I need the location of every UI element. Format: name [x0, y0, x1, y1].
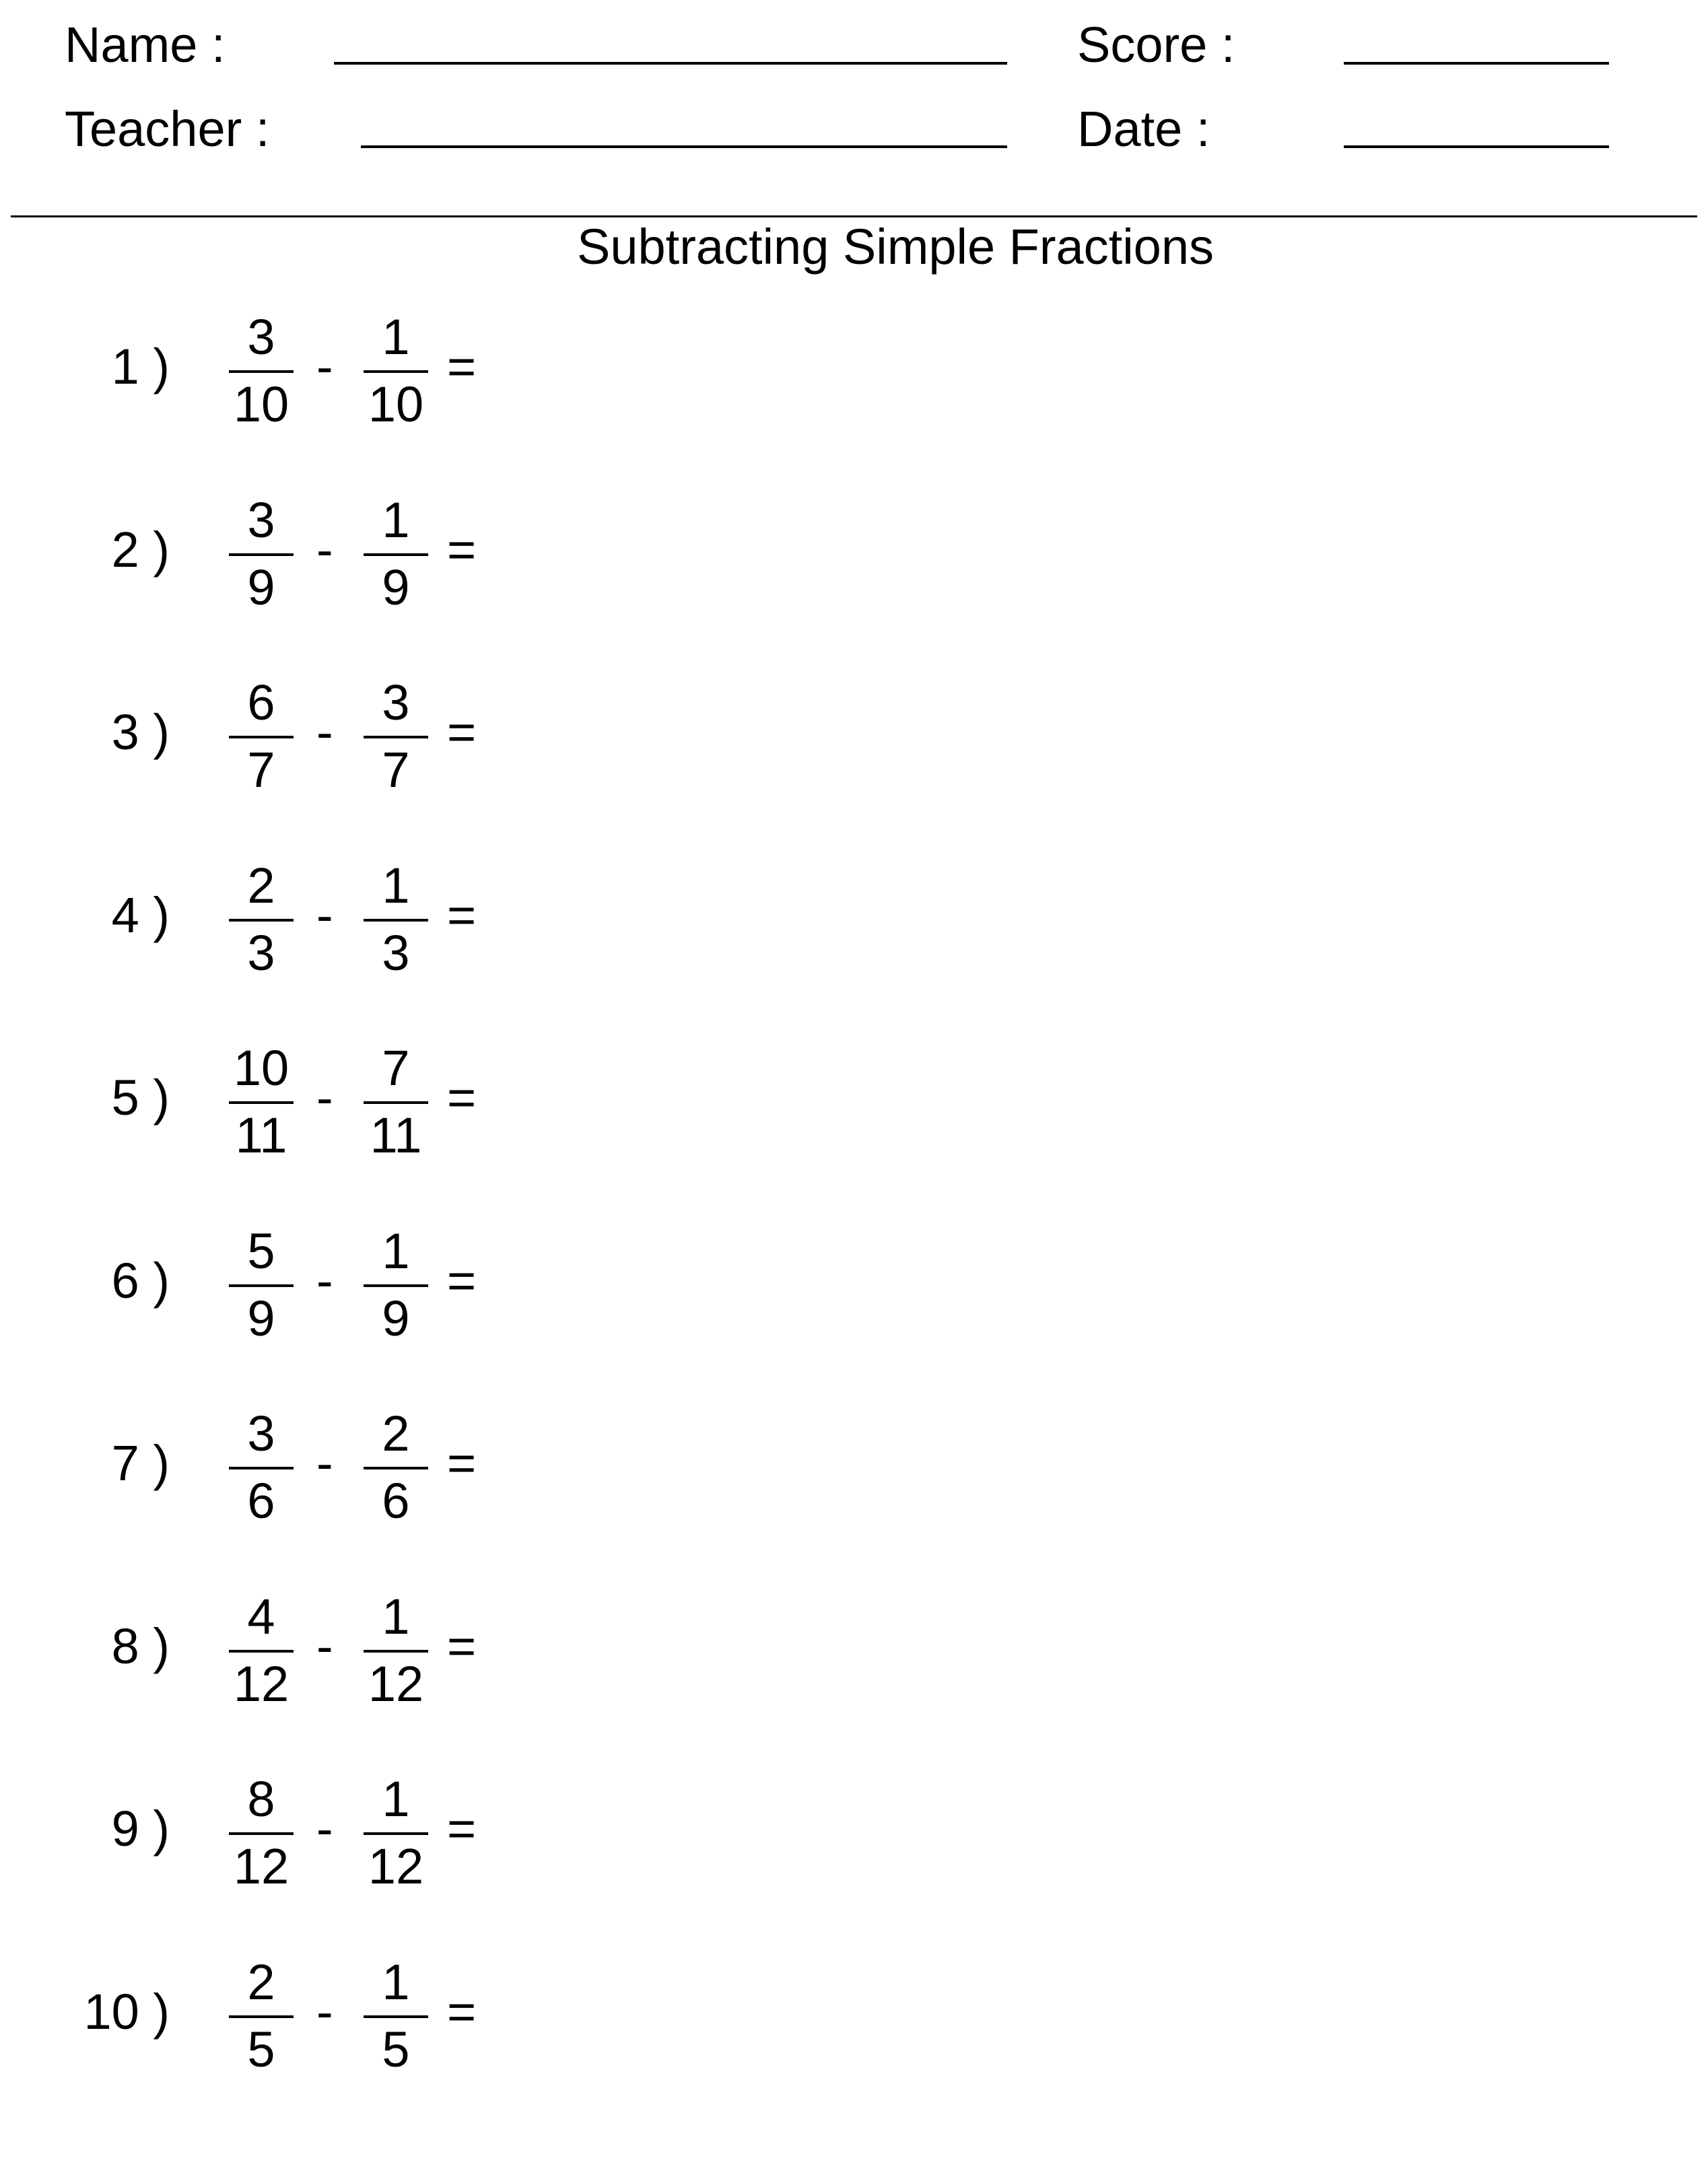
denominator: 9: [382, 1290, 410, 1346]
fraction-second: [364, 310, 428, 444]
denominator: 11: [370, 1107, 422, 1163]
fraction-bar: [364, 1650, 428, 1653]
equals-sign: =: [447, 339, 477, 394]
numerator: 1: [382, 1589, 410, 1644]
numerator: 4: [247, 1589, 275, 1644]
denominator: 5: [247, 2021, 275, 2077]
fraction-first: [229, 310, 294, 444]
problem-number: 6 ): [111, 1253, 170, 1309]
minus-sign: -: [316, 1435, 333, 1491]
problem-row: [0, 858, 539, 993]
problem-number: 10 ): [83, 1984, 170, 2040]
fraction-second: [364, 1772, 428, 1906]
fraction-first: [229, 1224, 294, 1358]
fraction-second: [364, 1041, 428, 1175]
problem-row: [0, 1589, 539, 1724]
fraction-second: [364, 1224, 428, 1358]
numerator: 3: [247, 309, 275, 365]
minus-sign: -: [316, 1618, 333, 1674]
fraction-first: [229, 1772, 294, 1906]
equals-sign: =: [447, 704, 477, 760]
numerator: 10: [233, 1040, 289, 1096]
numerator: 1: [382, 492, 410, 548]
score-field-line[interactable]: [1344, 62, 1609, 65]
fraction-bar: [364, 919, 428, 922]
fraction-first: [229, 675, 294, 810]
minus-sign: -: [316, 1984, 333, 2040]
numerator: 3: [382, 674, 410, 730]
numerator: 8: [247, 1771, 275, 1827]
equals-sign: =: [447, 887, 477, 943]
denominator: 10: [233, 376, 289, 432]
fraction-first: [229, 858, 294, 993]
equals-sign: =: [447, 1070, 477, 1125]
denominator: 5: [382, 2021, 410, 2077]
fraction-bar: [229, 1467, 294, 1469]
fraction-second: [364, 1955, 428, 2089]
denominator: 12: [368, 1656, 424, 1712]
problem-number: 9 ): [111, 1801, 170, 1857]
denominator: 12: [233, 1656, 289, 1712]
fraction-first: [229, 1955, 294, 2089]
fraction-bar: [364, 1284, 428, 1287]
problem-number: 3 ): [111, 704, 170, 760]
numerator: 1: [382, 309, 410, 365]
problem-row: [0, 310, 539, 444]
fraction-bar: [229, 2015, 294, 2018]
fraction-bar: [229, 370, 294, 373]
numerator: 3: [247, 492, 275, 548]
fraction-first: [229, 493, 294, 627]
numerator: 5: [247, 1223, 275, 1279]
equals-sign: =: [447, 1253, 477, 1309]
numerator: 1: [382, 1223, 410, 1279]
problem-row: [0, 675, 539, 810]
denominator: 10: [368, 376, 424, 432]
denominator: 12: [233, 1838, 289, 1894]
denominator: 9: [247, 559, 275, 615]
fraction-first: [229, 1406, 294, 1541]
denominator: 7: [382, 742, 410, 798]
denominator: 12: [368, 1838, 424, 1894]
numerator: 6: [247, 674, 275, 730]
problem-number: 4 ): [111, 887, 170, 943]
equals-sign: =: [447, 1984, 477, 2040]
problem-row: [0, 1406, 539, 1541]
minus-sign: -: [316, 1801, 333, 1857]
numerator: 7: [382, 1040, 410, 1096]
fraction-second: [364, 493, 428, 627]
problem-row: [0, 1955, 539, 2089]
denominator: 11: [235, 1107, 287, 1163]
fraction-bar: [229, 1284, 294, 1287]
minus-sign: -: [316, 704, 333, 760]
fraction-bar: [229, 919, 294, 922]
fraction-bar: [364, 553, 428, 556]
fraction-bar: [229, 1101, 294, 1104]
score-label: Score :: [1077, 17, 1235, 73]
denominator: 9: [247, 1290, 275, 1346]
numerator: 1: [382, 1771, 410, 1827]
minus-sign: -: [316, 522, 333, 578]
date-label: Date :: [1077, 101, 1210, 157]
problem-row: [0, 493, 539, 627]
date-field-line[interactable]: [1344, 145, 1609, 148]
equals-sign: =: [447, 1618, 477, 1674]
problem-row: [0, 1224, 539, 1358]
fraction-bar: [364, 1101, 428, 1104]
fraction-second: [364, 1589, 428, 1724]
worksheet-title: Subtracting Simple Fractions: [577, 219, 1214, 275]
problem-number: 7 ): [111, 1435, 170, 1491]
denominator: 9: [382, 559, 410, 615]
fraction-bar: [364, 2015, 428, 2018]
fraction-bar: [364, 1832, 428, 1835]
denominator: 7: [247, 742, 275, 798]
header-divider: [11, 215, 1697, 217]
denominator: 6: [382, 1473, 410, 1529]
numerator: 2: [247, 1954, 275, 2010]
name-field-line[interactable]: [334, 62, 1007, 65]
fraction-bar: [229, 553, 294, 556]
name-label: Name :: [65, 17, 226, 73]
minus-sign: -: [316, 887, 333, 943]
fraction-bar: [364, 1467, 428, 1469]
denominator: 3: [382, 925, 410, 981]
fraction-second: [364, 1406, 428, 1541]
problem-row: [0, 1772, 539, 1906]
fraction-second: [364, 858, 428, 993]
numerator: 2: [382, 1406, 410, 1461]
denominator: 6: [247, 1473, 275, 1529]
teacher-field-line[interactable]: [361, 145, 1007, 148]
teacher-label: Teacher :: [65, 101, 270, 157]
fraction-second: [364, 675, 428, 810]
minus-sign: -: [316, 1070, 333, 1125]
minus-sign: -: [316, 1253, 333, 1309]
minus-sign: -: [316, 339, 333, 394]
problem-number: 1 ): [111, 339, 170, 394]
equals-sign: =: [447, 1801, 477, 1857]
fraction-bar: [229, 1832, 294, 1835]
problem-number: 8 ): [111, 1618, 170, 1674]
numerator: 3: [247, 1406, 275, 1461]
fraction-bar: [364, 370, 428, 373]
numerator: 1: [382, 1954, 410, 2010]
numerator: 2: [247, 858, 275, 913]
problem-number: 2 ): [111, 522, 170, 578]
equals-sign: =: [447, 1435, 477, 1491]
denominator: 3: [247, 925, 275, 981]
equals-sign: =: [447, 522, 477, 578]
fraction-bar: [364, 736, 428, 738]
problem-number: 5 ): [111, 1070, 170, 1125]
problem-row: [0, 1041, 539, 1175]
fraction-bar: [229, 1650, 294, 1653]
fraction-first: [229, 1041, 294, 1175]
numerator: 1: [382, 858, 410, 913]
fraction-first: [229, 1589, 294, 1724]
fraction-bar: [229, 736, 294, 738]
